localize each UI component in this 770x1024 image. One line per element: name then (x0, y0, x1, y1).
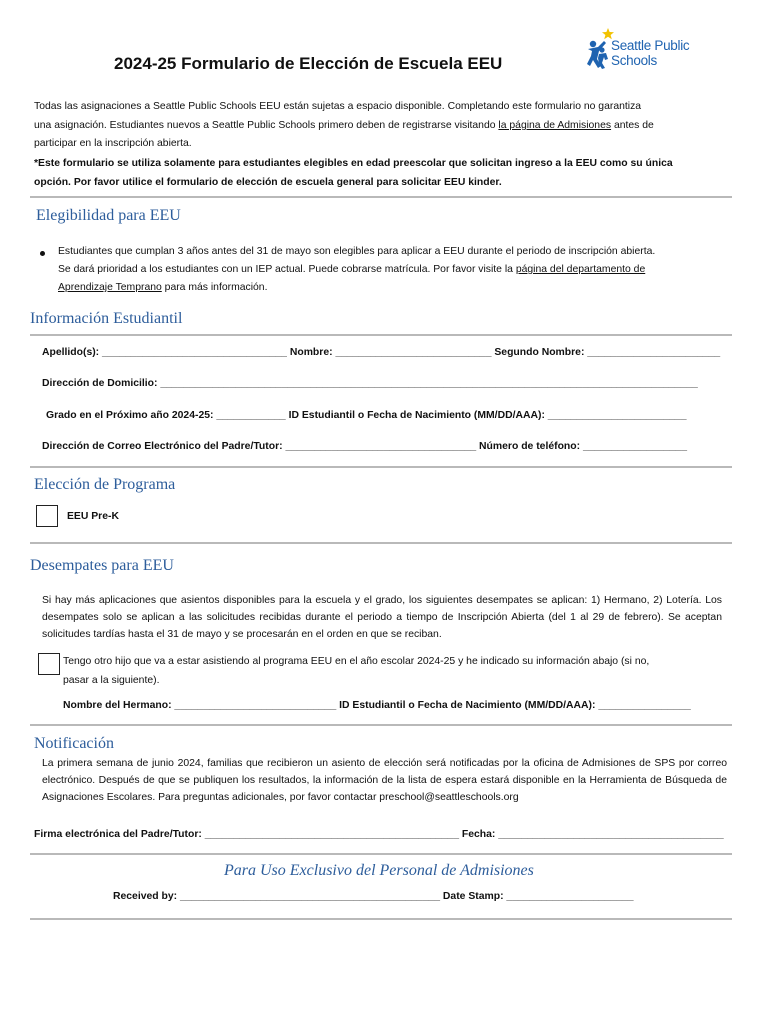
student-info-heading: Información Estudiantil (30, 310, 183, 327)
logo-line-1: Seattle Public (611, 38, 690, 53)
sps-logo-icon (584, 26, 614, 72)
intro-text: una asignación. Estudiantes nuevos a Seattle Public Schools primero deben de registrarse visitando (34, 120, 499, 131)
eligibility-line-2 (58, 261, 645, 280)
intro-line-2 (34, 117, 654, 136)
divider (30, 542, 732, 544)
eligibility-text: para más información. (161, 282, 268, 293)
divider (30, 466, 732, 468)
grade-id-fields[interactable]: Grado en el Próximo año 2024-25: ____________ ID Estudiantil o Fecha de Nacimiento (MM/DD/AAA): ________________________ (46, 410, 687, 421)
eeu-prek-label: EEU Pre-K (67, 511, 119, 522)
divider (30, 918, 732, 920)
staff-received-fields[interactable]: Received by: _____________________________________________ Date Stamp: ______________________ (113, 891, 634, 902)
intro-text: antes de (611, 120, 654, 131)
early-learning-link[interactable]: Aprendizaje Temprano (58, 282, 162, 293)
divider (30, 334, 732, 336)
sps-logo-text (611, 38, 689, 68)
tiebreak-paragraph: Si hay más aplicaciones que asientos disponibles para la escuela y el grado, los siguientes desempates se aplican: 1) Hermano, 2) Lotería. Los desempates solo se aplican a las solicitudes recibidas durante el periodo a tiempo de Inscripción Abierta (del 1 al 29 de febrero). Se aceptan solicitudes tardías hasta el 31 de mayo y se procesarán en el orden en que se reciban. (42, 595, 722, 640)
sibling-checkbox[interactable] (38, 653, 60, 675)
eligibility-line-1: Estudiantes que cumplan 3 años antes del 31 de mayo son elegibles para aplicar a EEU durante el periodo de inscripción abierta. (58, 246, 656, 257)
divider (30, 724, 732, 726)
sibling-fields[interactable]: Nombre del Hermano: ____________________________ ID Estudiantil o Fecha de Nacimiento (MM/DD/AAA): ________________ (63, 700, 691, 711)
note-line-2: opción. Por favor utilice el formulario de elección de escuela general para solicitar EEU kinder. (34, 177, 502, 188)
page-title: 2024-25 Formulario de Elección de Escuela EEU (114, 54, 503, 73)
sibling-line-1: Tengo otro hijo que va a estar asistiendo al programa EEU en el año escolar 2024-25 y he indicado su información abajo (si no, (63, 656, 650, 667)
bullet-icon (40, 251, 45, 256)
eligibility-heading: Elegibilidad para EEU (36, 207, 181, 224)
intro-line-1: Todas las asignaciones a Seattle Public Schools EEU están sujetas a espacio disponible. Completando este formulario no garantiza (34, 101, 642, 112)
divider (30, 853, 732, 855)
home-address-field[interactable]: Dirección de Domicilio: _____________________________________________________________________________________________ (42, 378, 698, 389)
program-heading: Elección de Programa (34, 476, 176, 493)
sibling-line-2: pasar a la siguiente). (63, 675, 160, 686)
parent-email-phone-fields[interactable]: Dirección de Correo Electrónico del Padre/Tutor: _________________________________ Número de teléfono: __________________ (42, 441, 687, 452)
student-name-fields[interactable]: Apellido(s): ________________________________ Nombre: ___________________________ Segundo Nombre: _______________________ (42, 347, 721, 358)
eligibility-text: Se dará prioridad a los estudiantes con un IEP actual. Puede cobrarse matrícula. Por favor visite la (58, 264, 516, 275)
notification-heading: Notificación (34, 735, 114, 752)
staff-only-heading: Para Uso Exclusivo del Personal de Admisiones (224, 862, 534, 879)
admisiones-link[interactable]: la página de Admisiones (498, 120, 612, 131)
intro-line-3: participar en la inscripción abierta. (34, 138, 192, 149)
eeu-prek-checkbox[interactable] (36, 505, 58, 527)
notification-paragraph: La primera semana de junio 2024, familias que recibieron un asiento de elección será notificadas por la oficina de Admisiones de SPS por correo electrónico. Después de que se publiquen los resultados, la información de la lista de espera estará disponible en la Herramienta de Búsqueda de Asignaciones Escolares. Para preguntas adicionales, por favor contactar preschool@seattleschools.org (42, 758, 727, 803)
tiebreak-heading: Desempates para EEU (30, 557, 174, 574)
note-line-1: *Este formulario se utiliza solamente para estudiantes elegibles en edad preescolar que solicitan ingreso a la EEU como su única (34, 158, 673, 169)
signature-date-fields[interactable]: Firma electrónica del Padre/Tutor: ____________________________________________ Fecha: _______________________________________ (34, 829, 724, 840)
logo-line-2: Schools (611, 53, 657, 68)
eligibility-line-3 (58, 279, 267, 298)
divider (30, 196, 732, 198)
early-learning-link[interactable]: página del departamento de (515, 264, 646, 275)
